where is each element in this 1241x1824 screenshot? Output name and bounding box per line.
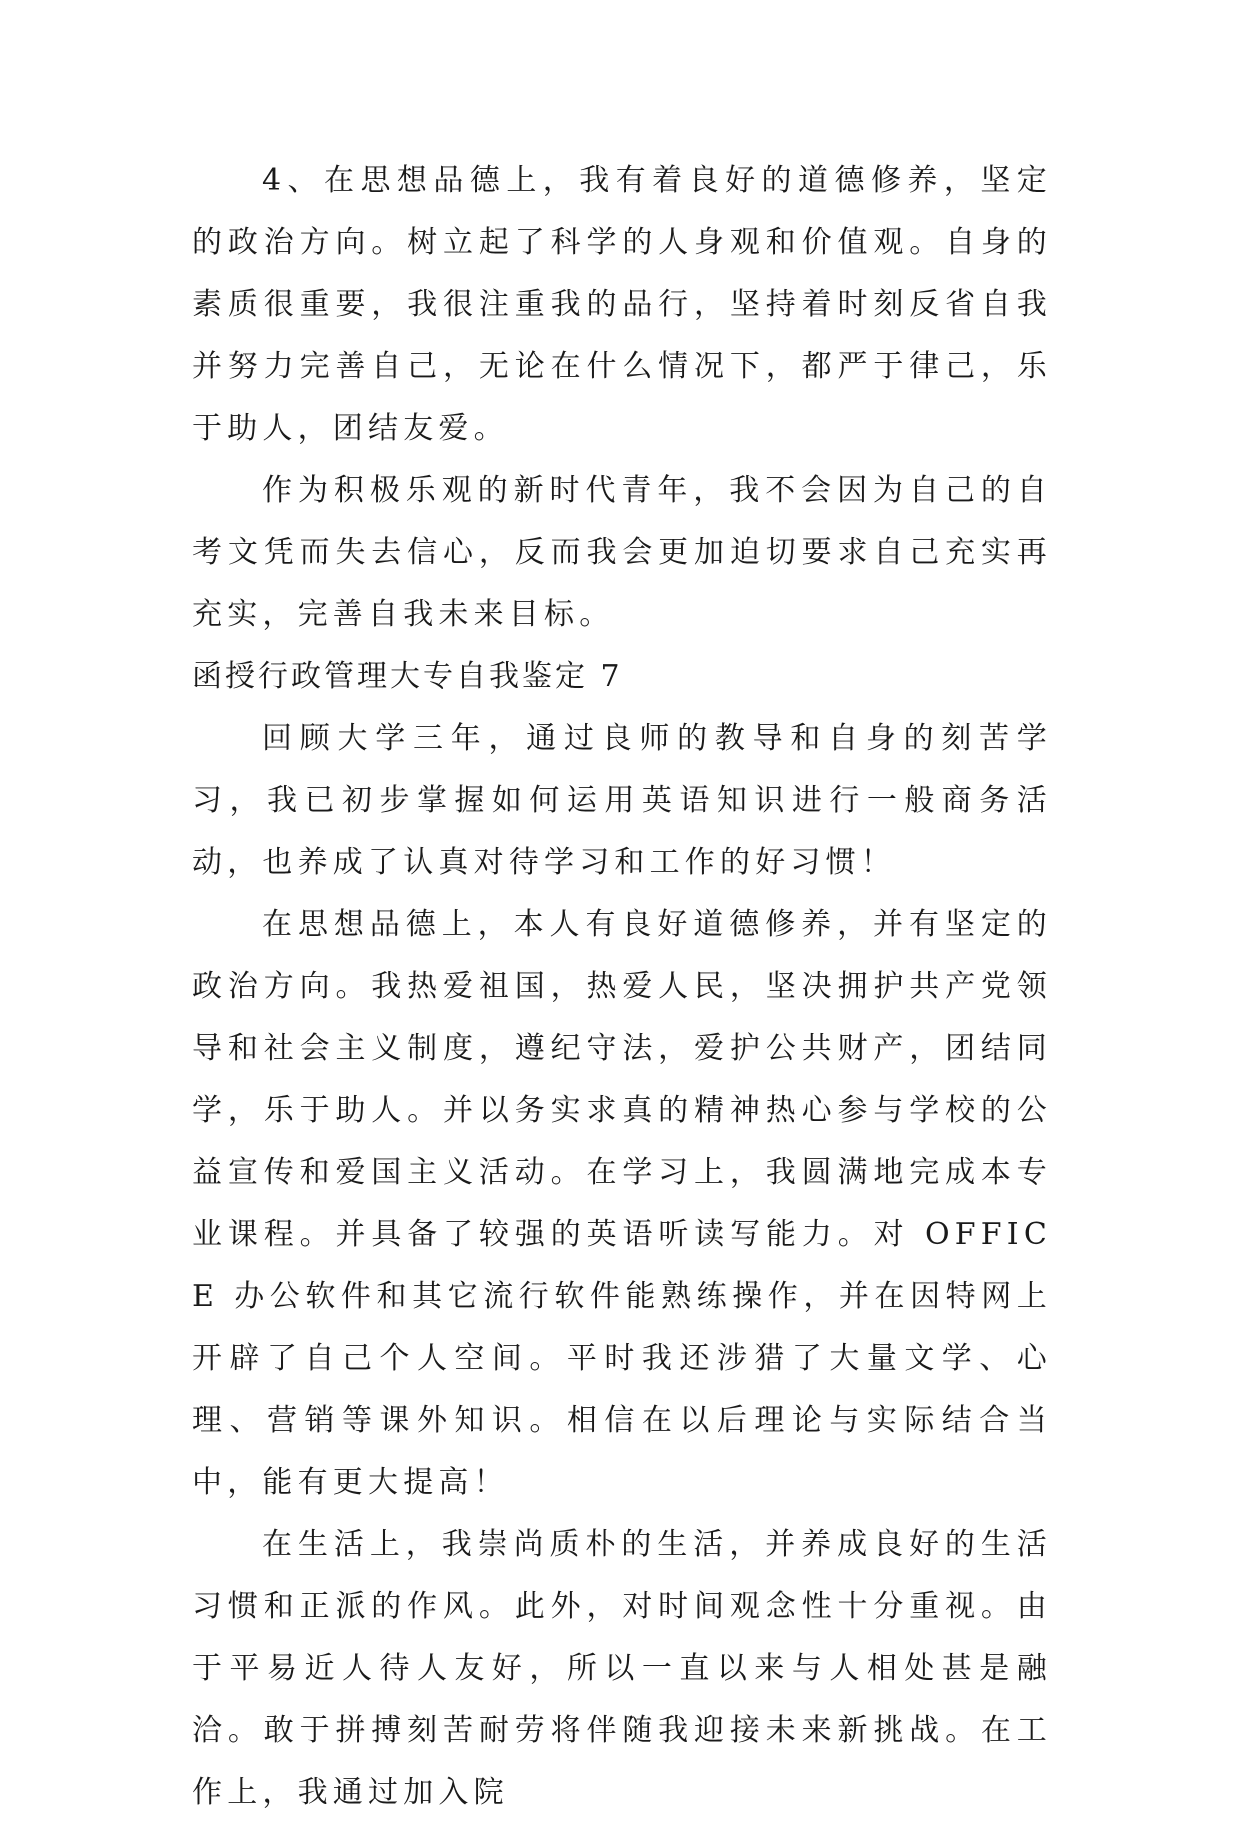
paragraph-optimism: 作为积极乐观的新时代青年，我不会因为自己的自考文凭而失去信心，反而我会更加迫切要求自己充实再充实，完善自我未来目标。 [192,473,1052,632]
paragraph-life-work: 在生活上，我崇尚质朴的生活，并养成良好的生活习惯和正派的作风。此外，对时间观念性十分重视。由于平易近人待人友好，所以一直以来与人相处甚是融洽。敢于拼搏刻苦耐劳将伴随我迎接未来新挑战。在工作上，我通过加入院 [192,1527,1052,1810]
section-title: 函授行政管理大专自我鉴定 7 [192,659,623,694]
paragraph-ideology-study: 在思想品德上，本人有良好道德修养，并有坚定的政治方向。我热爱祖国，热爱人民，坚决拥护共产党领导和社会主义制度，遵纪守法，爱护公共财产，团结同学，乐于助人。并以务实求真的精神热心参与学校的公益宣传和爱国主义活动。在学习上，我圆满地完成本专业课程。并具备了较强的英语听读写能力。对 OFFICE 办公软件和其它流行软件能熟练操作，并在因特网上开辟了自己个人空间。平时我还涉猎了大量文学、心理、营销等课外知识。相信在以后理论与实际结合当中，能有更大提高！ [192,907,1052,1500]
paragraph-moral-character: 4、在思想品德上，我有着良好的道德修养，坚定的政治方向。树立起了科学的人身观和价值观。自身的素质很重要，我很注重我的品行，坚持着时刻反省自我并努力完善自己，无论在什么情况下，都严于律己，乐于助人，团结友爱。 [192,163,1052,446]
document-page [192,150,1052,1824]
paragraph-review: 回顾大学三年，通过良师的教导和自身的刻苦学习，我已初步掌握如何运用英语知识进行一般商务活动，也养成了认真对待学习和工作的好习惯！ [192,721,1052,880]
